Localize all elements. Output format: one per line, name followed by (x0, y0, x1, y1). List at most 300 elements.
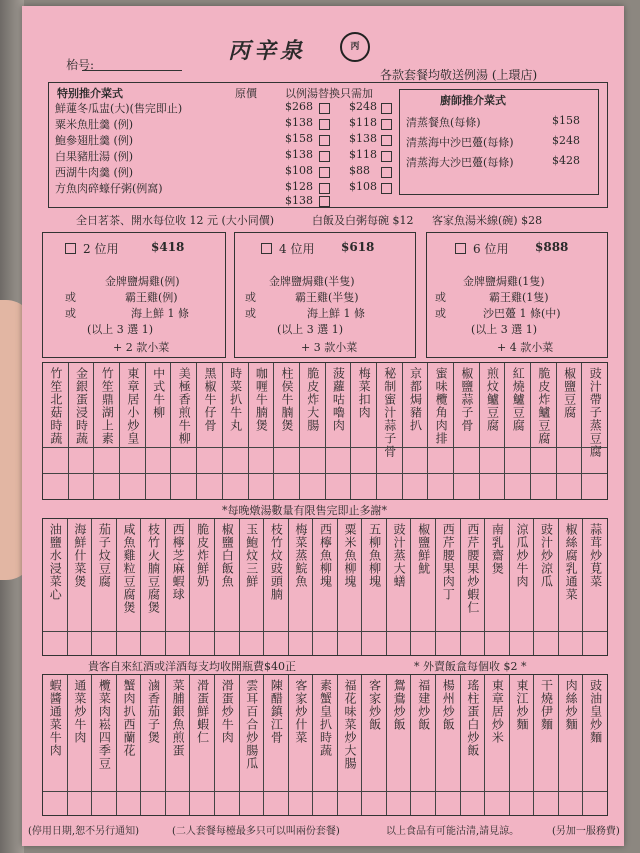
dish-name: 福花味菜炒大腸 (343, 679, 358, 770)
set-box-2[interactable] (42, 232, 226, 358)
notice-takeaway: * 外賣飯盒每個收 $2 * (414, 660, 527, 673)
grid-line (505, 473, 530, 474)
grid-line (326, 447, 351, 448)
dish-column (534, 675, 559, 815)
dish-column (351, 363, 377, 499)
dish-column (146, 363, 172, 499)
dish-column (289, 675, 314, 815)
swap-price: $118 (349, 116, 377, 129)
swap-checkbox[interactable] (381, 167, 392, 178)
dish-column (436, 519, 461, 655)
dish-name: 菜脯銀魚煎蛋 (171, 679, 186, 757)
dish-column (411, 519, 436, 655)
grid-line (68, 631, 92, 632)
dish-column (338, 519, 363, 655)
dish-name: 脆皮炸鱸豆腐 (536, 367, 551, 445)
set-line: (以上 3 選 1) (471, 323, 538, 336)
dish-name: 京都焗豬扒 (408, 367, 423, 432)
dish-column (92, 519, 117, 655)
dish-column (190, 675, 215, 815)
dish-name: 福建炒飯 (416, 679, 431, 731)
set-line: + 4 款小菜 (497, 341, 554, 354)
grid-line (274, 447, 299, 448)
grid-line (411, 791, 435, 792)
dish-column (264, 675, 289, 815)
dish-column (68, 675, 93, 815)
grid-line (171, 447, 196, 448)
grid-line (313, 791, 337, 792)
special-item: 白果豬肚湯 (例) (55, 150, 134, 163)
dish-name: 西檸芝麻蝦球 (171, 523, 186, 601)
dish-column (141, 675, 166, 815)
dish-name: 豉油皇炒麵 (588, 679, 603, 744)
grid-line (436, 631, 460, 632)
dish-name: 客家炒飯 (367, 679, 382, 731)
dish-name: 鴛鴦炒飯 (392, 679, 407, 731)
grid-line (43, 473, 68, 474)
dish-name: 蒜茸炒莧菜 (588, 523, 603, 588)
grid-line (338, 791, 362, 792)
dish-grid-1 (42, 362, 608, 500)
grid-line (197, 473, 222, 474)
dish-name: 西芹腰果肉丁 (441, 523, 456, 601)
special-checkbox[interactable] (319, 167, 330, 178)
chef-price: $248 (552, 134, 580, 147)
menu-sheet (22, 6, 624, 846)
set-line: 霸王雞(半隻) (295, 291, 359, 304)
dish-column (197, 363, 223, 499)
dish-name: 枝竹火腩豆腐煲 (146, 523, 161, 614)
grid-line (141, 631, 165, 632)
dish-name: 肉絲炒麵 (564, 679, 579, 731)
dish-name: 蝦醬通菜牛肉 (48, 679, 63, 757)
dish-column (403, 363, 429, 499)
dish-name: 竹笙鼎湖上素 (100, 367, 115, 445)
dish-column (557, 363, 583, 499)
dish-name: 蟹肉扒西蘭花 (121, 679, 136, 757)
special-checkbox[interactable] (319, 151, 330, 162)
grid-line (215, 791, 239, 792)
set-or: 或 (65, 307, 76, 320)
grid-line (223, 473, 248, 474)
special-price: $108 (285, 164, 313, 177)
footer-right-a: 以上食品有可能沽清,請見諒。 (386, 826, 520, 837)
dish-name: 瑤柱蛋白炒飯 (465, 679, 480, 757)
dish-column (141, 519, 166, 655)
swap-checkbox[interactable] (381, 151, 392, 162)
restaurant-logo: 丙 (340, 32, 370, 62)
dish-name: 茄子炆豆腐 (97, 523, 112, 588)
dish-name: 滑蛋炒牛肉 (220, 679, 235, 744)
dish-column (583, 519, 607, 655)
price-header: 原價 (235, 87, 257, 100)
grid-line (197, 447, 222, 448)
grid-line (534, 631, 558, 632)
dish-name: 西檸魚柳塊 (318, 523, 333, 588)
footer-left: (停用日期,恕不另行通知) (28, 826, 139, 837)
special-checkbox[interactable] (319, 103, 330, 114)
dish-name: 東章居炒米 (490, 679, 505, 744)
grid-line (92, 791, 116, 792)
dish-column (485, 519, 510, 655)
restaurant-name: 丙辛泉 (228, 38, 307, 64)
dish-column (43, 675, 68, 815)
grid-line (531, 447, 556, 448)
grid-line (505, 447, 530, 448)
grid-line (117, 791, 141, 792)
dish-name: 煎炆鱸豆腐 (485, 367, 500, 432)
grid-line (240, 791, 264, 792)
special-checkbox[interactable] (319, 119, 330, 130)
grid-line (264, 631, 288, 632)
dish-name: 西芹腰果炒蝦仁 (465, 523, 480, 614)
grid-line (240, 631, 264, 632)
dish-name: 梅菜蒸鯇魚 (293, 523, 308, 588)
grid-line (94, 447, 119, 448)
grid-line (289, 631, 313, 632)
grid-line (289, 791, 313, 792)
dish-name: 欖菜肉崧四季豆 (97, 679, 112, 770)
dish-column (505, 363, 531, 499)
grid-line (120, 473, 145, 474)
swap-price: $248 (349, 100, 377, 113)
grid-line (557, 473, 582, 474)
grid-line (94, 473, 119, 474)
dish-column (485, 675, 510, 815)
dish-name: 東江炒麵 (514, 679, 529, 731)
dish-name: 咖喱牛腩煲 (254, 367, 269, 432)
grid-line (215, 631, 239, 632)
dish-column (68, 519, 93, 655)
grid-line (249, 473, 274, 474)
dish-column (120, 363, 146, 499)
chef-price: $158 (552, 114, 580, 127)
grid-line (190, 631, 214, 632)
dish-name: 滷香茄子煲 (146, 679, 161, 744)
grid-line (300, 447, 325, 448)
special-price: $158 (285, 132, 313, 145)
swap-checkbox[interactable] (381, 183, 392, 194)
table-no-label: 枱号: (66, 58, 95, 72)
grid-line (146, 473, 171, 474)
dish-name: 滑蛋鮮蝦仁 (195, 679, 210, 744)
set-line: 金牌鹽焗雞(例) (105, 275, 180, 288)
rice-charge: 白飯及白粥每碗 $12 (312, 214, 414, 227)
set-label: 6 位用 (473, 242, 509, 256)
special-item: 粟米魚肚羹 (例) (55, 118, 134, 131)
set-line: 沙巴躉 1 條(中) (483, 307, 561, 320)
specials-title: 特别推介菜式 (57, 87, 123, 100)
grid-line (454, 473, 479, 474)
dish-column (274, 363, 300, 499)
dish-column (461, 519, 486, 655)
dish-column (582, 363, 607, 499)
subtitle: 各款套餐均敬送例湯 (上環店) (380, 68, 538, 82)
dish-name: 蜜味欖角肉排 (434, 367, 449, 445)
grid-line (69, 447, 94, 448)
grid-line (436, 791, 460, 792)
grid-line (485, 791, 509, 792)
special-checkbox[interactable] (319, 196, 330, 207)
dish-column (166, 519, 191, 655)
dish-column (117, 675, 142, 815)
dish-column (510, 675, 535, 815)
dish-name: 美極香煎牛柳 (177, 367, 192, 445)
dish-column (240, 519, 265, 655)
chef-item: 清蒸海大沙巴躉(每條) (406, 156, 514, 169)
grid-line (582, 473, 607, 474)
grid-line (249, 447, 274, 448)
grid-line (531, 473, 556, 474)
dish-column (387, 675, 412, 815)
dish-name: 通菜炒牛肉 (72, 679, 87, 744)
grid-line (300, 473, 325, 474)
dish-column (559, 519, 584, 655)
dish-column (69, 363, 95, 499)
dish-name: 紅燒鱸豆腐 (511, 367, 526, 432)
dish-column (43, 363, 69, 499)
grid-line (403, 447, 428, 448)
grid-line (510, 791, 534, 792)
dish-column (510, 519, 535, 655)
special-price: $128 (285, 180, 313, 193)
set-price: $418 (151, 240, 185, 254)
dish-column (326, 363, 352, 499)
dish-column (454, 363, 480, 499)
table-no-line (82, 70, 182, 71)
dish-column (377, 363, 403, 499)
special-checkbox[interactable] (319, 183, 330, 194)
grid-line (461, 631, 485, 632)
grid-line (92, 631, 116, 632)
special-item: 鮮蓮冬瓜盅(大)(售完即止) (55, 102, 183, 115)
special-item: 西湖牛肉羹 (例) (55, 166, 134, 179)
grid-line (43, 631, 67, 632)
swap-checkbox[interactable] (381, 119, 392, 130)
dish-column (300, 363, 326, 499)
dish-name: 黑椒牛仔骨 (202, 367, 217, 432)
dish-column (117, 519, 142, 655)
swap-header: 以例湯替換只需加 (285, 87, 373, 100)
set-line: 海上鮮 1 條 (307, 307, 365, 320)
grid-line (43, 791, 67, 792)
grid-line (557, 447, 582, 448)
dish-name: 玉鮑炆三鮮 (244, 523, 259, 588)
dish-column (411, 675, 436, 815)
dish-name: 豉汁帶子蒸豆腐 (588, 367, 603, 458)
dish-column (43, 519, 68, 655)
set-box-4[interactable] (234, 232, 416, 358)
special-price: $138 (285, 194, 313, 207)
grid-line (313, 631, 337, 632)
chef-title: 廚師推介菜式 (440, 94, 506, 107)
dish-name: 楊州炒飯 (441, 679, 456, 731)
special-checkbox[interactable] (319, 135, 330, 146)
grid-line (264, 791, 288, 792)
chef-item: 清蒸餐魚(每條) (406, 116, 481, 129)
set-box-6[interactable] (426, 232, 608, 358)
dish-name: 咸魚雞粒豆腐煲 (121, 523, 136, 614)
dish-name: 椒鹽白飯魚 (220, 523, 235, 588)
dish-column (289, 519, 314, 655)
notice-soup: *每晚燉湯數量有限售完即止多謝* (222, 504, 387, 517)
dish-name: 干燒伊麵 (539, 679, 554, 731)
footer-right-b: (另加一服務費) (552, 826, 620, 837)
dish-name: 東章居小炒皇 (125, 367, 140, 445)
grid-line (190, 791, 214, 792)
dish-column (338, 675, 363, 815)
dish-column (249, 363, 275, 499)
grid-line (338, 631, 362, 632)
grid-line (461, 791, 485, 792)
dish-column (428, 363, 454, 499)
grid-line (166, 631, 190, 632)
swap-price: $118 (349, 148, 377, 161)
special-item: 鮑參翅肚羹 (例) (55, 134, 134, 147)
dish-column (387, 519, 412, 655)
grid-line (362, 791, 386, 792)
grid-line (387, 631, 411, 632)
grid-line (120, 447, 145, 448)
set-line: 金牌鹽焗雞(1隻) (463, 275, 545, 288)
dish-name: 時菜扒牛丸 (228, 367, 243, 432)
dish-column (166, 675, 191, 815)
grid-line (387, 791, 411, 792)
grid-line (583, 631, 607, 632)
fish-soup-charge: 客家魚湯米線(碗) $28 (432, 214, 543, 227)
dish-column (264, 519, 289, 655)
dish-name: 椒鹽蒜子骨 (459, 367, 474, 432)
grid-line (166, 791, 190, 792)
set-label: 4 位用 (279, 242, 315, 256)
dish-grid-3 (42, 674, 608, 816)
dish-column (313, 675, 338, 815)
grid-line (428, 447, 453, 448)
dish-name: 椒絲腐乳通菜 (564, 523, 579, 601)
chef-box (399, 89, 599, 195)
grid-line (485, 631, 509, 632)
dish-name: 梅菜扣肉 (357, 367, 372, 419)
chef-price: $428 (552, 154, 580, 167)
dish-name: 金銀蛋浸時蔬 (74, 367, 89, 445)
set-checkbox[interactable] (455, 243, 466, 254)
dish-name: 秘制蜜汁蒜子骨 (382, 367, 397, 458)
dish-name: 竹笙北菇時蔬 (48, 367, 63, 445)
grid-line (534, 791, 558, 792)
grid-line (351, 447, 376, 448)
dish-column (531, 363, 557, 499)
special-price: $138 (285, 148, 313, 161)
dish-name: 脆皮炸大腸 (305, 367, 320, 432)
notice-corkage: 貴客自來紅酒或洋酒每支均收開瓶費$40正 (88, 660, 296, 673)
dish-column (480, 363, 506, 499)
dish-name: 海鮮什菜煲 (72, 523, 87, 588)
set-line: (以上 3 選 1) (277, 323, 344, 336)
special-item: 方魚肉碎蠔仔粥(例窩) (55, 182, 163, 195)
dish-name: 椒鹽鮮魷 (416, 523, 431, 575)
grid-line (351, 473, 376, 474)
set-or: 或 (245, 291, 256, 304)
dish-column (223, 363, 249, 499)
swap-price: $138 (349, 132, 377, 145)
grid-line (274, 473, 299, 474)
grid-line (223, 447, 248, 448)
set-or: 或 (245, 307, 256, 320)
grid-line (411, 631, 435, 632)
dish-column (583, 675, 607, 815)
tea-charge: 全日茗茶、開水每位收 12 元 (大小同價) (76, 214, 275, 227)
set-checkbox[interactable] (65, 243, 76, 254)
grid-line (480, 447, 505, 448)
dish-name: 五柳魚柳塊 (367, 523, 382, 588)
grid-line (171, 473, 196, 474)
dish-name: 脆皮炸鮮奶 (195, 523, 210, 588)
dish-name: 素蟹皇扒時蔬 (318, 679, 333, 757)
set-or: 或 (435, 307, 446, 320)
grid-line (582, 447, 607, 448)
set-line: + 2 款小菜 (113, 341, 170, 354)
set-or: 或 (435, 291, 446, 304)
dish-column (559, 675, 584, 815)
set-line: 金牌鹽焗雞(半隻) (269, 275, 355, 288)
dish-column (534, 519, 559, 655)
swap-checkbox[interactable] (381, 135, 392, 146)
special-price: $138 (285, 116, 313, 129)
dish-name: 客家炒什菜 (293, 679, 308, 744)
grid-line (141, 791, 165, 792)
swap-price: $108 (349, 180, 377, 193)
grid-line (559, 791, 583, 792)
dish-column (171, 363, 197, 499)
grid-line (377, 473, 402, 474)
dish-name: 豉汁蒸大蟮 (392, 523, 407, 588)
dish-column (240, 675, 265, 815)
dish-column (190, 519, 215, 655)
grid-line (146, 447, 171, 448)
grid-line (510, 631, 534, 632)
grid-line (362, 631, 386, 632)
dish-name: 豉汁炒涼瓜 (539, 523, 554, 588)
dish-column (362, 519, 387, 655)
dish-name: 雲耳百合炒腸瓜 (244, 679, 259, 770)
dish-name: 南乳齋煲 (490, 523, 505, 575)
grid-line (583, 791, 607, 792)
dish-column (436, 675, 461, 815)
grid-line (480, 473, 505, 474)
dish-column (92, 675, 117, 815)
grid-line (43, 447, 68, 448)
dish-column (215, 519, 240, 655)
swap-price: $88 (349, 164, 370, 177)
set-label: 2 位用 (83, 242, 119, 256)
dish-name: 陳醋鎮江骨 (269, 679, 284, 744)
set-line: 海上鮮 1 條 (131, 307, 189, 320)
set-checkbox[interactable] (261, 243, 272, 254)
dish-column (362, 675, 387, 815)
specials-box (48, 82, 608, 208)
set-or: 或 (65, 291, 76, 304)
grid-line (559, 631, 583, 632)
dish-name: 柱侯牛腩煲 (280, 367, 295, 432)
grid-line (403, 473, 428, 474)
dish-name: 油鹽水浸菜心 (48, 523, 63, 601)
dish-column (461, 675, 486, 815)
swap-checkbox[interactable] (381, 103, 392, 114)
footer-mid: (二人套餐每檯最多只可以叫兩份套餐) (172, 826, 340, 837)
dish-column (313, 519, 338, 655)
chef-item: 清蒸海中沙巴躉(每條) (406, 136, 514, 149)
dish-column (94, 363, 120, 499)
